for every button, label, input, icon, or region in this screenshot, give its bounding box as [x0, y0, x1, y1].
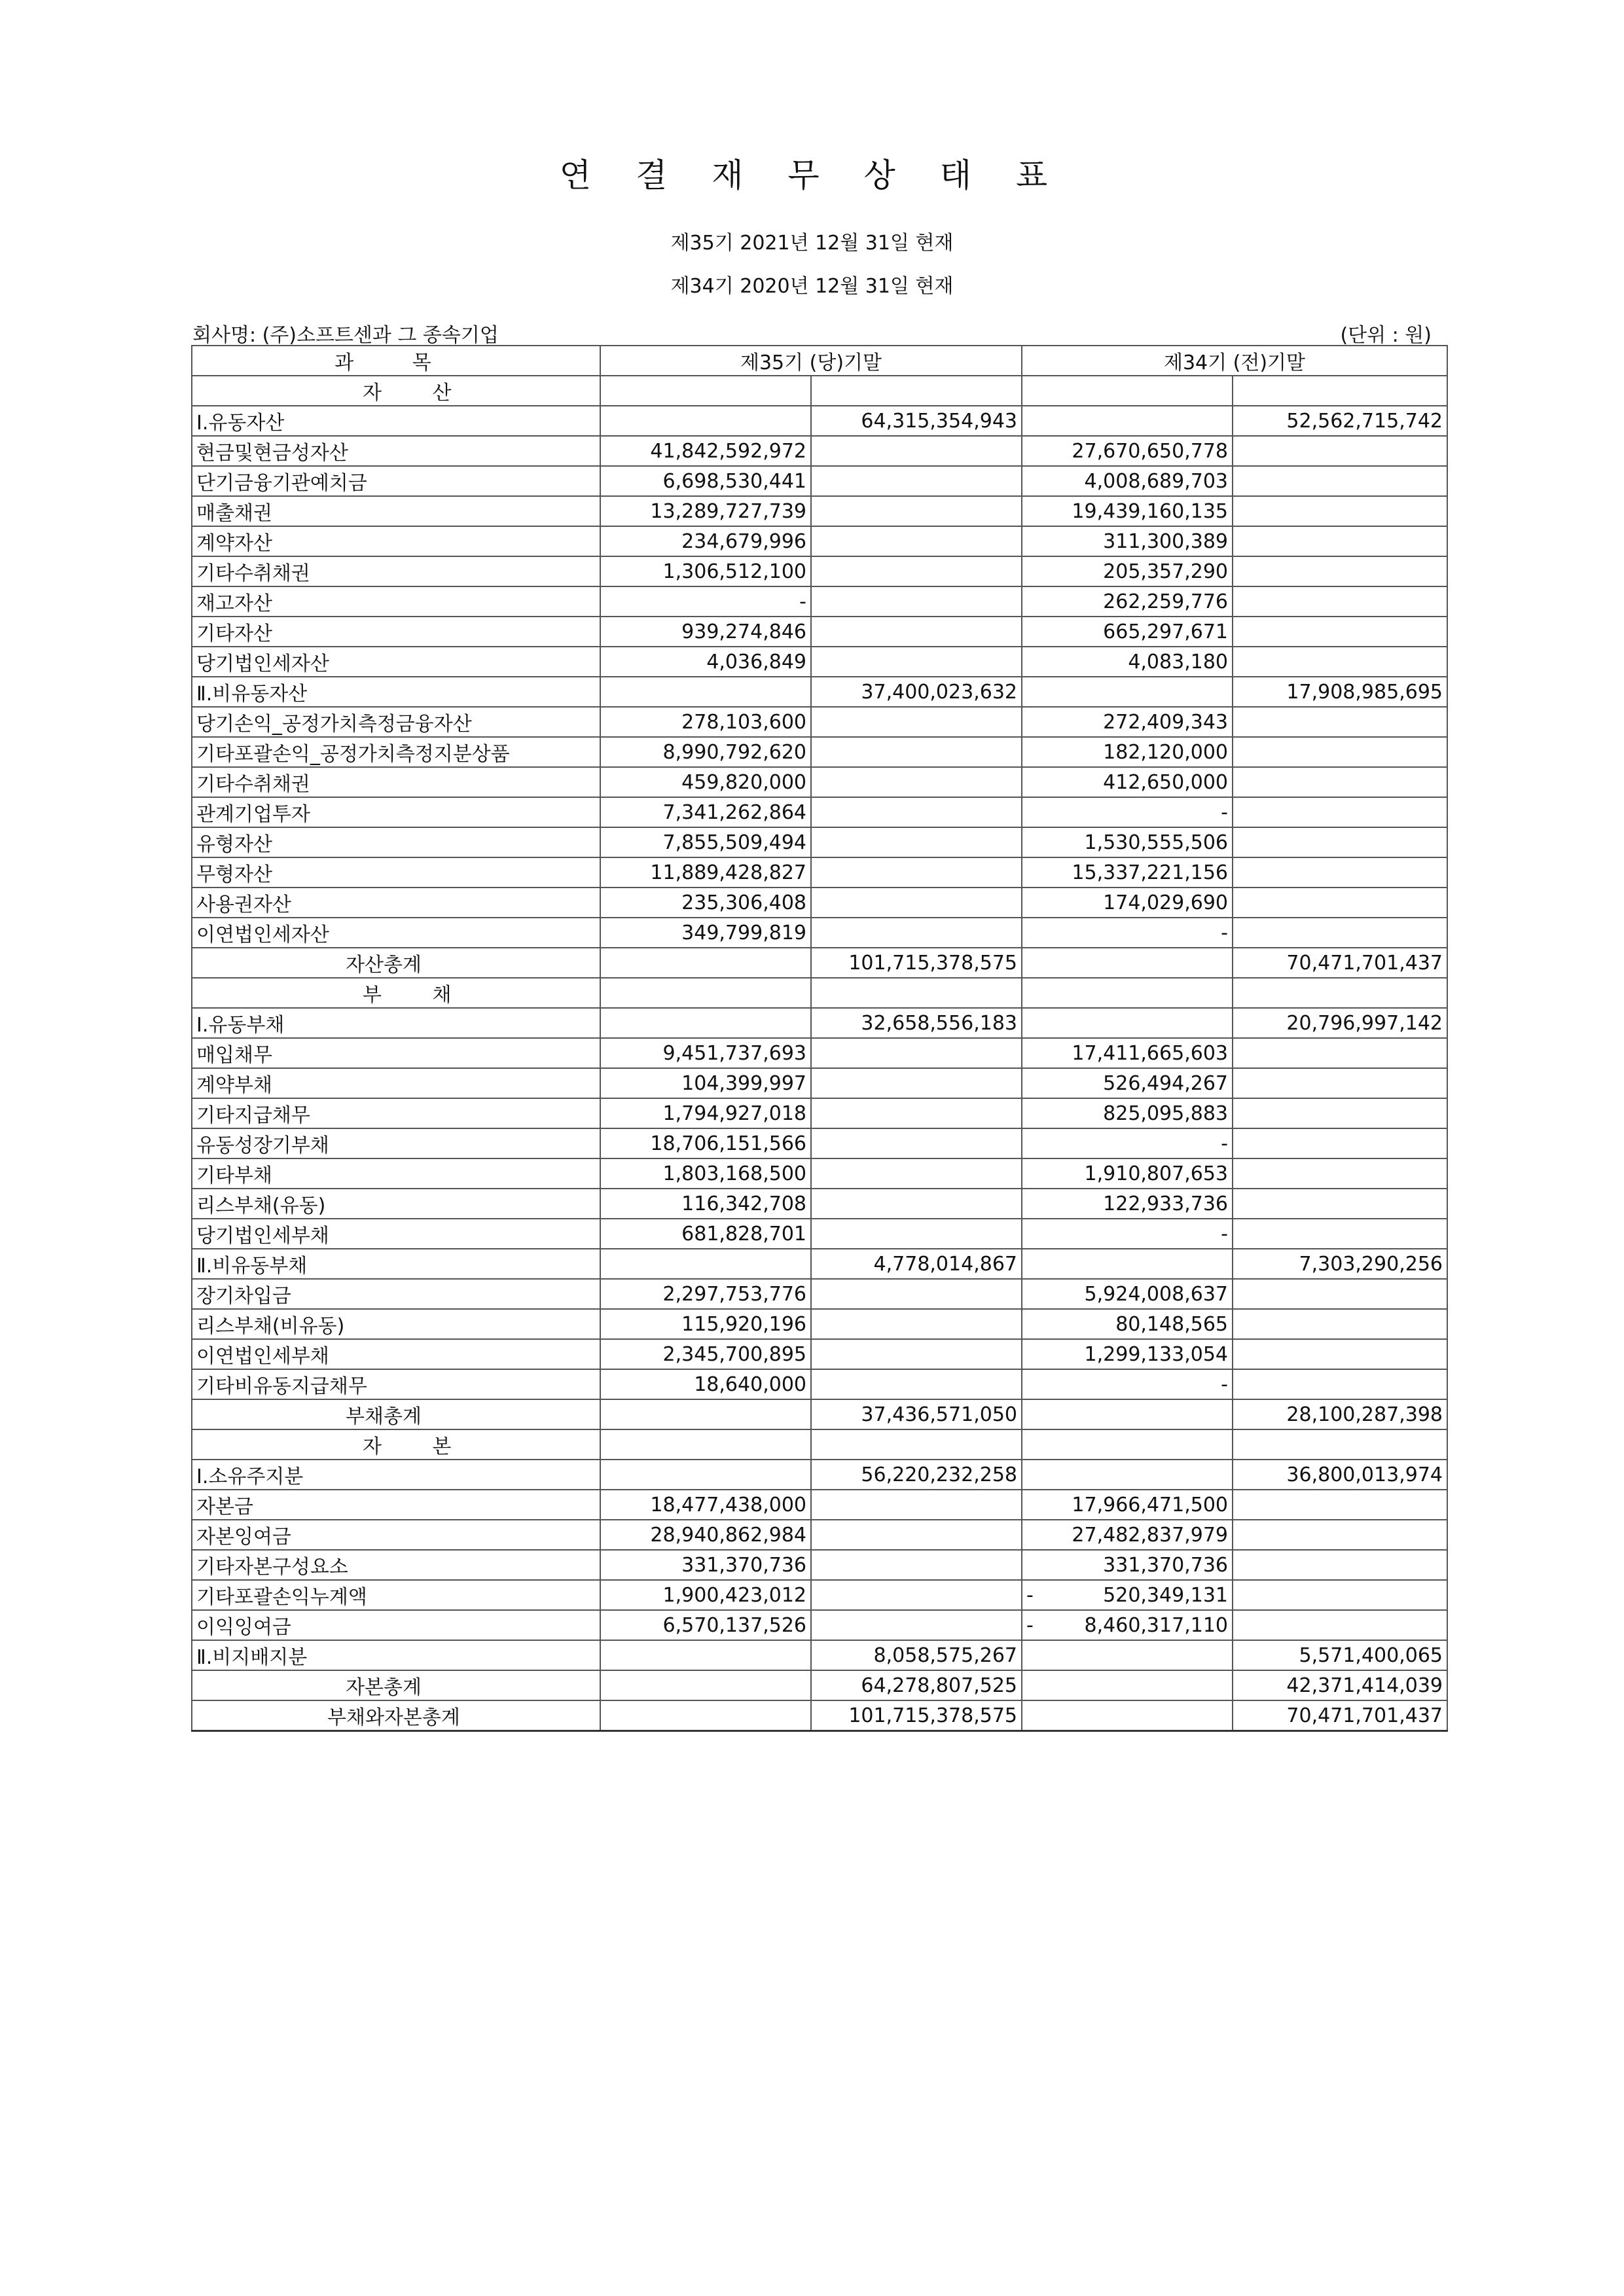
cell-c2	[811, 1068, 1022, 1098]
cell-c2	[811, 466, 1022, 496]
cell-p2: 70,471,701,437	[1233, 948, 1447, 978]
cell-p1: 331,370,736	[1022, 1550, 1233, 1580]
cell-p1: 311,300,389	[1022, 526, 1233, 556]
cell-c2	[811, 767, 1022, 797]
table-row	[192, 1279, 1447, 1309]
cell-p2	[1233, 1490, 1447, 1520]
cell-c1	[600, 376, 811, 406]
row-label: 단기금융기관예치금	[192, 466, 600, 496]
cell-p1	[1022, 1399, 1233, 1429]
row-label: Ⅰ.소유주지분	[192, 1460, 600, 1490]
cell-p1	[1022, 1640, 1233, 1670]
table-row	[192, 1128, 1447, 1158]
document-title: 연 결 재 무 상 태 표	[559, 156, 1065, 194]
cell-c2	[811, 707, 1022, 737]
header-prior-period: 제34기 (전)기말	[1022, 346, 1447, 376]
row-label: Ⅰ.유동부채	[192, 1008, 600, 1038]
row-label: 이연법인세부채	[192, 1339, 600, 1369]
cell-c2: 101,715,378,575	[811, 1700, 1022, 1731]
cell-c2	[811, 1219, 1022, 1249]
table-row	[192, 376, 1447, 406]
cell-p2	[1233, 1309, 1447, 1339]
cell-c2	[811, 617, 1022, 647]
row-label: 자 본	[192, 1429, 600, 1460]
cell-p2: 17,908,985,695	[1233, 677, 1447, 707]
cell-p1	[1022, 1460, 1233, 1490]
cell-c1: 681,828,701	[600, 1219, 811, 1249]
cell-c1: 8,990,792,620	[600, 737, 811, 767]
row-label: 자산총계	[192, 948, 600, 978]
cell-p2	[1233, 1219, 1447, 1249]
table-row	[192, 647, 1447, 677]
cell-c1: 459,820,000	[600, 767, 811, 797]
row-label: 자본잉여금	[192, 1520, 600, 1550]
row-label: 재고자산	[192, 586, 600, 617]
table-row	[192, 1490, 1447, 1520]
table-row	[192, 1219, 1447, 1249]
cell-c1	[600, 1249, 811, 1279]
cell-p2	[1233, 888, 1447, 918]
cell-c2	[811, 978, 1022, 1008]
cell-p1: 1,299,133,054	[1022, 1339, 1233, 1369]
cell-p1: 19,439,160,135	[1022, 496, 1233, 526]
table-row	[192, 556, 1447, 586]
cell-c2	[811, 1038, 1022, 1068]
table-row	[192, 1339, 1447, 1369]
cell-p1: -	[1022, 918, 1233, 948]
negative-sign: -	[1026, 1613, 1034, 1637]
cell-p2	[1233, 1068, 1447, 1098]
row-label: 자 산	[192, 376, 600, 406]
cell-p2	[1233, 1098, 1447, 1128]
cell-p2	[1233, 496, 1447, 526]
cell-p1	[1022, 406, 1233, 436]
row-label: 기타부채	[192, 1158, 600, 1189]
cell-p1: 412,650,000	[1022, 767, 1233, 797]
cell-p1: 526,494,267	[1022, 1068, 1233, 1098]
cell-c1	[600, 978, 811, 1008]
row-label: 기타포괄손익누계액	[192, 1580, 600, 1610]
row-label: 계약자산	[192, 526, 600, 556]
cell-p2	[1233, 827, 1447, 857]
row-label: Ⅱ.비지배지분	[192, 1640, 600, 1670]
cell-c1	[600, 1008, 811, 1038]
cell-c1	[600, 406, 811, 436]
cell-c2: 56,220,232,258	[811, 1460, 1022, 1490]
table-row	[192, 677, 1447, 707]
cell-c1: 4,036,849	[600, 647, 811, 677]
table-row	[192, 737, 1447, 767]
cell-p1: 825,095,883	[1022, 1098, 1233, 1128]
cell-c2	[811, 918, 1022, 948]
table-row	[192, 827, 1447, 857]
cell-p1: 27,482,837,979	[1022, 1520, 1233, 1550]
cell-c2: 101,715,378,575	[811, 948, 1022, 978]
cell-p2: 5,571,400,065	[1233, 1640, 1447, 1670]
cell-p1	[1022, 1429, 1233, 1460]
table-row	[192, 1309, 1447, 1339]
row-label: 무형자산	[192, 857, 600, 888]
cell-c1	[600, 1670, 811, 1700]
cell-p2	[1233, 376, 1447, 406]
cell-p2: 7,303,290,256	[1233, 1249, 1447, 1279]
cell-c2	[811, 376, 1022, 406]
cell-c2: 8,058,575,267	[811, 1640, 1022, 1670]
row-label: Ⅱ.비유동부채	[192, 1249, 600, 1279]
cell-p1: 17,411,665,603	[1022, 1038, 1233, 1068]
table-row	[192, 1189, 1447, 1219]
cell-p1	[1022, 677, 1233, 707]
cell-p1	[1022, 1580, 1233, 1610]
cell-p2	[1233, 647, 1447, 677]
cell-p1	[1022, 978, 1233, 1008]
cell-c2	[811, 436, 1022, 466]
cell-p2: 20,796,997,142	[1233, 1008, 1447, 1038]
cell-p2	[1233, 1520, 1447, 1550]
cell-c2: 4,778,014,867	[811, 1249, 1022, 1279]
row-label: 장기차입금	[192, 1279, 600, 1309]
cell-p1	[1022, 1670, 1233, 1700]
cell-c1	[600, 677, 811, 707]
cell-p1: 15,337,221,156	[1022, 857, 1233, 888]
cell-p1: 5,924,008,637	[1022, 1279, 1233, 1309]
cell-p2	[1233, 1128, 1447, 1158]
negative-sign: -	[1026, 1583, 1034, 1607]
table-row	[192, 797, 1447, 827]
cell-c1	[600, 1700, 811, 1731]
row-label: 기타자산	[192, 617, 600, 647]
row-label: 기타수취채권	[192, 767, 600, 797]
row-label: 당기법인세자산	[192, 647, 600, 677]
cell-c2	[811, 827, 1022, 857]
table-row	[192, 1460, 1447, 1490]
cell-p2	[1233, 466, 1447, 496]
cell-c1: 1,306,512,100	[600, 556, 811, 586]
row-label: 부 채	[192, 978, 600, 1008]
cell-p2	[1233, 526, 1447, 556]
currency-unit: (단위 : 원)	[1340, 324, 1432, 347]
cell-c2	[811, 586, 1022, 617]
cell-c1	[600, 1460, 811, 1490]
current-period: 제35기 2021년 12월 31일 현재	[670, 232, 954, 255]
table-row	[192, 466, 1447, 496]
cell-c2	[811, 737, 1022, 767]
cell-p2	[1233, 1189, 1447, 1219]
cell-p2	[1233, 586, 1447, 617]
table-row	[192, 857, 1447, 888]
cell-c1: 11,889,428,827	[600, 857, 811, 888]
cell-c1: 6,698,530,441	[600, 466, 811, 496]
cell-c2: 64,315,354,943	[811, 406, 1022, 436]
header-current-period: 제35기 (당)기말	[600, 346, 1022, 376]
table-row	[192, 1580, 1447, 1610]
cell-p1: -	[1022, 797, 1233, 827]
table-row	[192, 1429, 1447, 1460]
row-label: 계약부채	[192, 1068, 600, 1098]
cell-p1	[1022, 1249, 1233, 1279]
cell-c1: 235,306,408	[600, 888, 811, 918]
row-label: 기타지급채무	[192, 1098, 600, 1128]
cell-c1: 349,799,819	[600, 918, 811, 948]
cell-c2	[811, 1580, 1022, 1610]
table-row	[192, 586, 1447, 617]
table-row	[192, 1670, 1447, 1700]
cell-p2	[1233, 436, 1447, 466]
row-label: 이연법인세자산	[192, 918, 600, 948]
table-row	[192, 1008, 1447, 1038]
cell-c2	[811, 1490, 1022, 1520]
cell-c1: 41,842,592,972	[600, 436, 811, 466]
table-row	[192, 617, 1447, 647]
cell-c1: 7,855,509,494	[600, 827, 811, 857]
cell-c1: 104,399,997	[600, 1068, 811, 1098]
cell-value: 520,349,131	[1103, 1583, 1228, 1607]
table-row	[192, 1068, 1447, 1098]
cell-p2	[1233, 1429, 1447, 1460]
cell-c2	[811, 1369, 1022, 1399]
cell-c1: 9,451,737,693	[600, 1038, 811, 1068]
table-row	[192, 1550, 1447, 1580]
cell-c1: 1,900,423,012	[600, 1580, 811, 1610]
table-row	[192, 1520, 1447, 1550]
balance-sheet-table	[191, 345, 1448, 1732]
cell-p1: 1,530,555,506	[1022, 827, 1233, 857]
cell-c1: 18,640,000	[600, 1369, 811, 1399]
cell-p1: 27,670,650,778	[1022, 436, 1233, 466]
cell-c2	[811, 1429, 1022, 1460]
cell-c1: 331,370,736	[600, 1550, 811, 1580]
cell-p2	[1233, 707, 1447, 737]
cell-p1: 17,966,471,500	[1022, 1490, 1233, 1520]
cell-p2	[1233, 617, 1447, 647]
row-label: 부채총계	[192, 1399, 600, 1429]
row-label: 자본총계	[192, 1670, 600, 1700]
table-row	[192, 496, 1447, 526]
row-label: 매출채권	[192, 496, 600, 526]
cell-p2	[1233, 1339, 1447, 1369]
prior-period: 제34기 2020년 12월 31일 현재	[670, 275, 954, 298]
cell-c2	[811, 857, 1022, 888]
cell-p2	[1233, 857, 1447, 888]
row-label: 매입채무	[192, 1038, 600, 1068]
row-label: Ⅱ.비유동자산	[192, 677, 600, 707]
cell-p1: 665,297,671	[1022, 617, 1233, 647]
table-row	[192, 767, 1447, 797]
table-row	[192, 526, 1447, 556]
cell-c1: 115,920,196	[600, 1309, 811, 1339]
row-label: Ⅰ.유동자산	[192, 406, 600, 436]
table-row	[192, 1158, 1447, 1189]
cell-p2: 36,800,013,974	[1233, 1460, 1447, 1490]
company-name: 회사명: (주)소프트센과 그 종속기업	[192, 324, 499, 347]
row-label: 기타포괄손익_공정가치측정지분상품	[192, 737, 600, 767]
row-label: 유형자산	[192, 827, 600, 857]
cell-c1	[600, 948, 811, 978]
table-row	[192, 1640, 1447, 1670]
cell-c2: 37,400,023,632	[811, 677, 1022, 707]
row-label: 기타수취채권	[192, 556, 600, 586]
row-label: 리스부채(유동)	[192, 1189, 600, 1219]
cell-p2	[1233, 1580, 1447, 1610]
cell-c2	[811, 1279, 1022, 1309]
row-label: 사용권자산	[192, 888, 600, 918]
row-label: 당기법인세부채	[192, 1219, 600, 1249]
cell-p2	[1233, 737, 1447, 767]
cell-p1	[1022, 1008, 1233, 1038]
table-row	[192, 918, 1447, 948]
row-label: 부채와자본총계	[192, 1700, 600, 1731]
table-row	[192, 1700, 1447, 1731]
table-row	[192, 1249, 1447, 1279]
cell-c1	[600, 1399, 811, 1429]
cell-p1: 182,120,000	[1022, 737, 1233, 767]
cell-c1: 1,803,168,500	[600, 1158, 811, 1189]
cell-p2	[1233, 1038, 1447, 1068]
cell-c2: 32,658,556,183	[811, 1008, 1022, 1038]
cell-p1	[1022, 1610, 1233, 1640]
table-header-row	[192, 346, 1447, 376]
cell-c1: -	[600, 586, 811, 617]
cell-p2	[1233, 1550, 1447, 1580]
cell-c2	[811, 1189, 1022, 1219]
row-label: 관계기업투자	[192, 797, 600, 827]
cell-p2: 28,100,287,398	[1233, 1399, 1447, 1429]
table-row	[192, 1399, 1447, 1429]
cell-p1: 4,008,689,703	[1022, 466, 1233, 496]
cell-p1	[1022, 948, 1233, 978]
row-label: 자본금	[192, 1490, 600, 1520]
table-row	[192, 1610, 1447, 1640]
table-row	[192, 707, 1447, 737]
row-label: 기타비유동지급채무	[192, 1369, 600, 1399]
cell-c2	[811, 888, 1022, 918]
cell-c1: 1,794,927,018	[600, 1098, 811, 1128]
cell-c1: 13,289,727,739	[600, 496, 811, 526]
cell-p1	[1022, 1700, 1233, 1731]
table-row	[192, 1369, 1447, 1399]
cell-c2	[811, 496, 1022, 526]
table-row	[192, 978, 1447, 1008]
cell-p2	[1233, 1610, 1447, 1640]
cell-p2: 52,562,715,742	[1233, 406, 1447, 436]
cell-c2	[811, 1098, 1022, 1128]
table-row	[192, 436, 1447, 466]
row-label: 현금및현금성자산	[192, 436, 600, 466]
cell-p2	[1233, 767, 1447, 797]
table-row	[192, 1038, 1447, 1068]
row-label: 당기손익_공정가치측정금융자산	[192, 707, 600, 737]
cell-c2	[811, 1550, 1022, 1580]
cell-c1: 116,342,708	[600, 1189, 811, 1219]
cell-p1: 205,357,290	[1022, 556, 1233, 586]
cell-p2	[1233, 797, 1447, 827]
cell-c2	[811, 1339, 1022, 1369]
cell-p2	[1233, 918, 1447, 948]
cell-c2	[811, 526, 1022, 556]
cell-c1: 28,940,862,984	[600, 1520, 811, 1550]
cell-p1: 80,148,565	[1022, 1309, 1233, 1339]
cell-c1: 939,274,846	[600, 617, 811, 647]
header-item: 과 목	[192, 346, 600, 376]
cell-p1: 4,083,180	[1022, 647, 1233, 677]
table-row	[192, 948, 1447, 978]
cell-c2	[811, 797, 1022, 827]
cell-p2	[1233, 1158, 1447, 1189]
cell-value: 8,460,317,110	[1084, 1613, 1228, 1637]
cell-c2: 64,278,807,525	[811, 1670, 1022, 1700]
cell-c2	[811, 1158, 1022, 1189]
cell-c2	[811, 1309, 1022, 1339]
cell-c1	[600, 1429, 811, 1460]
row-label: 유동성장기부채	[192, 1128, 600, 1158]
cell-c2: 37,436,571,050	[811, 1399, 1022, 1429]
cell-c2	[811, 1610, 1022, 1640]
cell-p2	[1233, 1369, 1447, 1399]
cell-c1: 2,345,700,895	[600, 1339, 811, 1369]
row-label: 이익잉여금	[192, 1610, 600, 1640]
cell-p1: 262,259,776	[1022, 586, 1233, 617]
cell-c2	[811, 1520, 1022, 1550]
cell-c2	[811, 647, 1022, 677]
cell-c1: 2,297,753,776	[600, 1279, 811, 1309]
cell-c1: 234,679,996	[600, 526, 811, 556]
cell-c1: 18,706,151,566	[600, 1128, 811, 1158]
cell-c1: 6,570,137,526	[600, 1610, 811, 1640]
table-row	[192, 888, 1447, 918]
table-row	[192, 406, 1447, 436]
cell-p1: 1,910,807,653	[1022, 1158, 1233, 1189]
cell-c1: 278,103,600	[600, 707, 811, 737]
cell-c1: 7,341,262,864	[600, 797, 811, 827]
row-label: 기타자본구성요소	[192, 1550, 600, 1580]
cell-p1: -	[1022, 1219, 1233, 1249]
cell-c2	[811, 556, 1022, 586]
row-label: 리스부채(비유동)	[192, 1309, 600, 1339]
cell-c1: 18,477,438,000	[600, 1490, 811, 1520]
cell-p2: 42,371,414,039	[1233, 1670, 1447, 1700]
cell-p2	[1233, 978, 1447, 1008]
cell-c1	[600, 1640, 811, 1670]
cell-p1: 272,409,343	[1022, 707, 1233, 737]
cell-c2	[811, 1128, 1022, 1158]
cell-p1: 174,029,690	[1022, 888, 1233, 918]
cell-p1: -	[1022, 1128, 1233, 1158]
cell-p1: -	[1022, 1369, 1233, 1399]
cell-p2	[1233, 1279, 1447, 1309]
cell-p1: 122,933,736	[1022, 1189, 1233, 1219]
cell-p2: 70,471,701,437	[1233, 1700, 1447, 1731]
cell-p1	[1022, 376, 1233, 406]
cell-p2	[1233, 556, 1447, 586]
table-row	[192, 1098, 1447, 1128]
